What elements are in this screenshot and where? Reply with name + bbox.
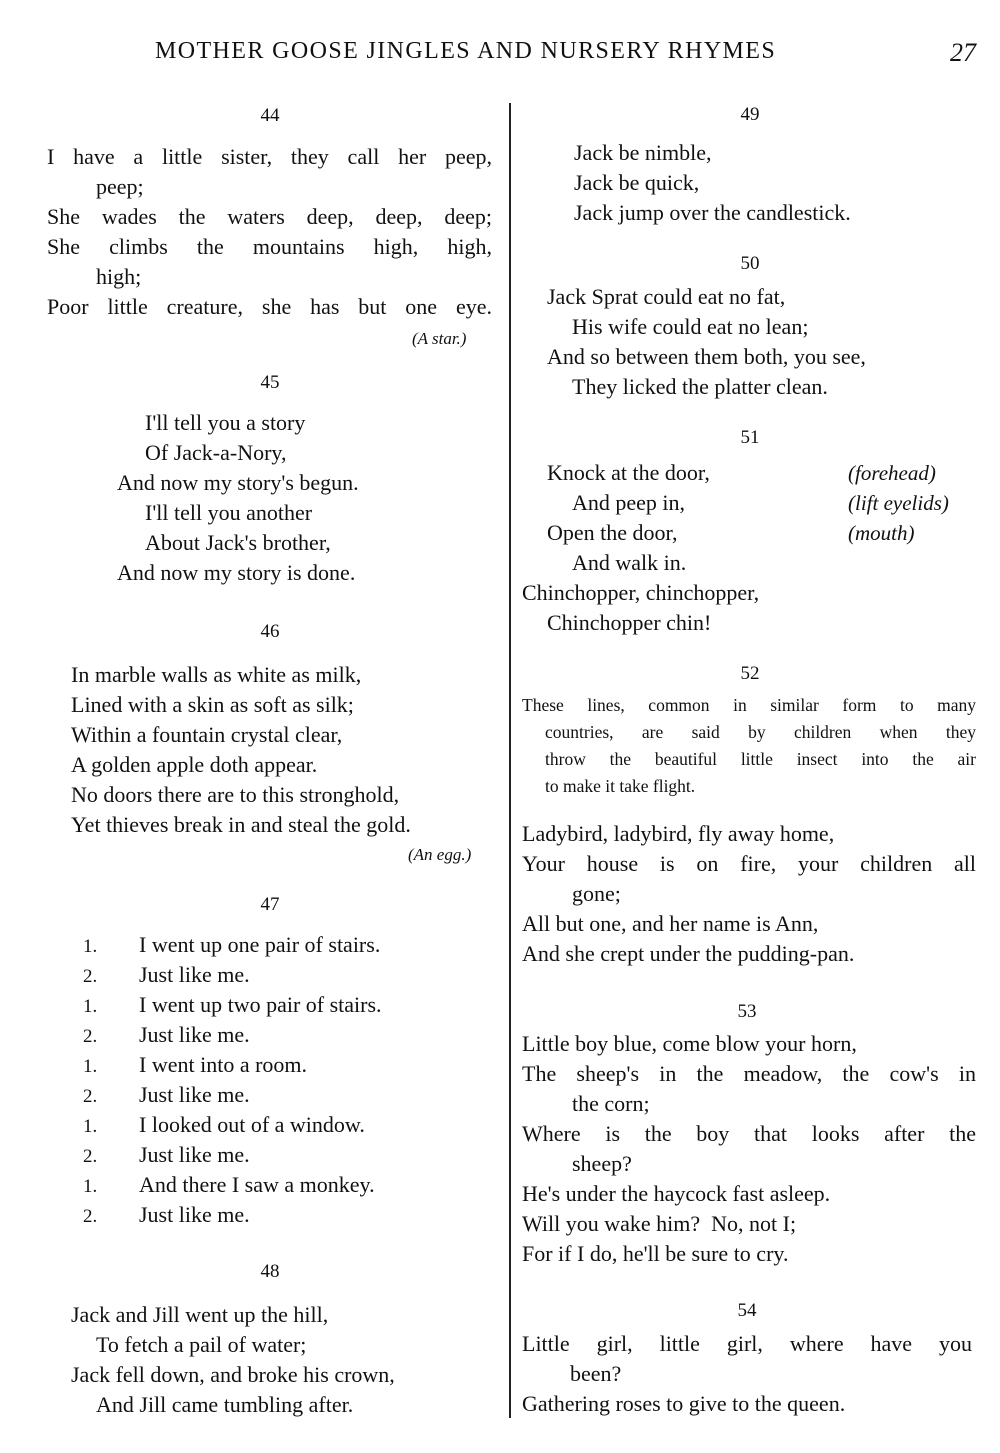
item-text: I looked out of a window. — [139, 1112, 365, 1137]
action-gloss: (mouth) — [848, 521, 915, 545]
verse-line: A golden apple doth appear. — [71, 752, 318, 777]
item-text: And there I saw a monkey. — [139, 1172, 375, 1197]
verse-line: And so between them both, you see, — [547, 344, 866, 369]
verse-line: For if I do, he'll be sure to cry. — [522, 1241, 789, 1266]
speaker-marker: 1. — [83, 1176, 98, 1197]
speaker-marker: 2. — [83, 1086, 98, 1107]
rhyme-number: 52 — [740, 663, 760, 684]
list-item — [83, 1140, 250, 1172]
verse-line: She climbs the mountains high, high, — [47, 234, 492, 259]
verse-line: the corn; — [572, 1091, 650, 1116]
item-text: I went up one pair of stairs. — [139, 932, 381, 957]
riddle-answer: (An egg.) — [408, 845, 472, 864]
verse-line: peep; — [96, 174, 144, 199]
verse-line: been? — [570, 1361, 622, 1386]
verse-line: high; — [96, 264, 142, 289]
speaker-marker: 1. — [83, 1056, 98, 1077]
verse-line: Jack jump over the candlestick. — [574, 200, 851, 225]
verse-line: Jack and Jill went up the hill, — [71, 1302, 329, 1327]
rhyme-number: 50 — [740, 253, 760, 274]
rhyme-number: 54 — [737, 1300, 757, 1321]
prefatory-note-line: throw the beautiful little insect into the air — [545, 749, 976, 769]
list-item — [83, 960, 250, 992]
verse-line: Open the door, — [547, 520, 678, 545]
rhyme-number: 49 — [740, 104, 760, 125]
verse-line: In marble walls as white as milk, — [71, 662, 362, 687]
verse-line: Chinchopper chin! — [547, 610, 712, 635]
action-gloss: (forehead) — [848, 461, 936, 485]
riddle-answer: (A star.) — [412, 329, 467, 348]
verse-line: Jack Sprat could eat no fat, — [547, 284, 786, 309]
verse-line: Chinchopper, chinchopper, — [522, 580, 760, 605]
verse-line: They licked the platter clean. — [572, 374, 828, 399]
verse-line: She wades the waters deep, deep, deep; — [47, 204, 492, 229]
page-number: 27 — [950, 38, 976, 67]
list-item — [83, 930, 380, 962]
verse-line: And now my story is done. — [117, 560, 356, 585]
verse-line: Gathering roses to give to the queen. — [522, 1391, 846, 1416]
verse-line: I'll tell you another — [145, 500, 313, 525]
list-item — [83, 1080, 250, 1112]
list-item — [83, 1200, 250, 1232]
rhyme-number: 48 — [260, 1261, 280, 1282]
verse-line: sheep? — [572, 1151, 632, 1176]
speaker-marker: 2. — [83, 1206, 98, 1227]
verse-line: Within a fountain crystal clear, — [71, 722, 343, 747]
rhyme-number: 51 — [740, 427, 760, 448]
verse-line: Lined with a skin as soft as silk; — [71, 692, 354, 717]
verse-line: Where is the boy that looks after the — [522, 1121, 976, 1146]
item-text: I went into a room. — [139, 1052, 308, 1077]
verse-line: Of Jack-a-Nory, — [145, 440, 287, 465]
speaker-marker: 1. — [83, 1116, 98, 1137]
list-item — [83, 1110, 365, 1142]
rhyme-number: 53 — [737, 1001, 757, 1022]
list-item — [83, 1020, 250, 1052]
verse-line: To fetch a pail of water; — [96, 1332, 307, 1357]
item-text: Just like me. — [139, 1202, 250, 1227]
action-gloss: (lift eyelids) — [848, 491, 949, 515]
verse-line: I have a little sister, they call her peep, — [47, 144, 492, 169]
verse-line: No doors there are to this stronghold, — [71, 782, 400, 807]
speaker-marker: 1. — [83, 996, 98, 1017]
verse-line: All but one, and her name is Ann, — [522, 911, 819, 936]
speaker-marker: 2. — [83, 1146, 98, 1167]
verse-line: Will you wake him? No, not I; — [522, 1211, 797, 1236]
verse-line: And now my story's begun. — [117, 470, 359, 495]
verse-line: He's under the haycock fast asleep. — [522, 1181, 831, 1206]
verse-line: Knock at the door, — [547, 460, 710, 485]
rhyme-number: 44 — [260, 105, 280, 126]
column-divider — [509, 103, 511, 1418]
verse-line: Yet thieves break in and steal the gold. — [71, 812, 411, 837]
list-item — [83, 1050, 307, 1082]
verse-line: And walk in. — [572, 550, 687, 575]
list-item — [83, 1170, 375, 1202]
verse-line: I'll tell you a story — [145, 410, 306, 435]
verse-line: Little boy blue, come blow your horn, — [522, 1031, 857, 1056]
verse-line: Jack be quick, — [574, 170, 700, 195]
verse-line: Poor little creature, she has but one eye. — [47, 294, 492, 319]
rhyme-number: 47 — [260, 894, 280, 915]
item-text: Just like me. — [139, 1082, 250, 1107]
book-title: MOTHER GOOSE JINGLES AND NURSERY RHYMES — [155, 38, 777, 64]
item-text: Just like me. — [139, 962, 250, 987]
verse-line: Jack be nimble, — [574, 140, 712, 165]
verse-line: gone; — [572, 881, 621, 906]
speaker-marker: 2. — [83, 966, 98, 987]
verse-line: And Jill came tumbling after. — [96, 1392, 354, 1417]
rhyme-number: 46 — [260, 621, 280, 642]
verse-line: And she crept under the pudding-pan. — [522, 941, 855, 966]
rhyme-number: 45 — [260, 372, 280, 393]
list-item — [83, 990, 382, 1022]
verse-line: Ladybird, ladybird, fly away home, — [522, 821, 835, 846]
verse-line: Your house is on fire, your children all — [522, 851, 976, 876]
prefatory-note-line: countries, are said by children when they — [545, 722, 976, 742]
prefatory-note-line: to make it take flight. — [545, 776, 696, 796]
verse-line: About Jack's brother, — [145, 530, 331, 555]
item-text: Just like me. — [139, 1022, 250, 1047]
verse-line: The sheep's in the meadow, the cow's in — [522, 1061, 976, 1086]
item-text: I went up two pair of stairs. — [139, 992, 382, 1017]
running-header — [0, 38, 1000, 74]
speaker-marker: 2. — [83, 1026, 98, 1047]
speaker-marker: 1. — [83, 936, 98, 957]
verse-line: And peep in, — [572, 490, 686, 515]
verse-line: Jack fell down, and broke his crown, — [71, 1362, 395, 1387]
verse-line: Little girl, little girl, where have you — [522, 1331, 972, 1356]
item-text: Just like me. — [139, 1142, 250, 1167]
prefatory-note-line: These lines, common in similar form to many — [522, 695, 976, 715]
verse-line: His wife could eat no lean; — [572, 314, 809, 339]
